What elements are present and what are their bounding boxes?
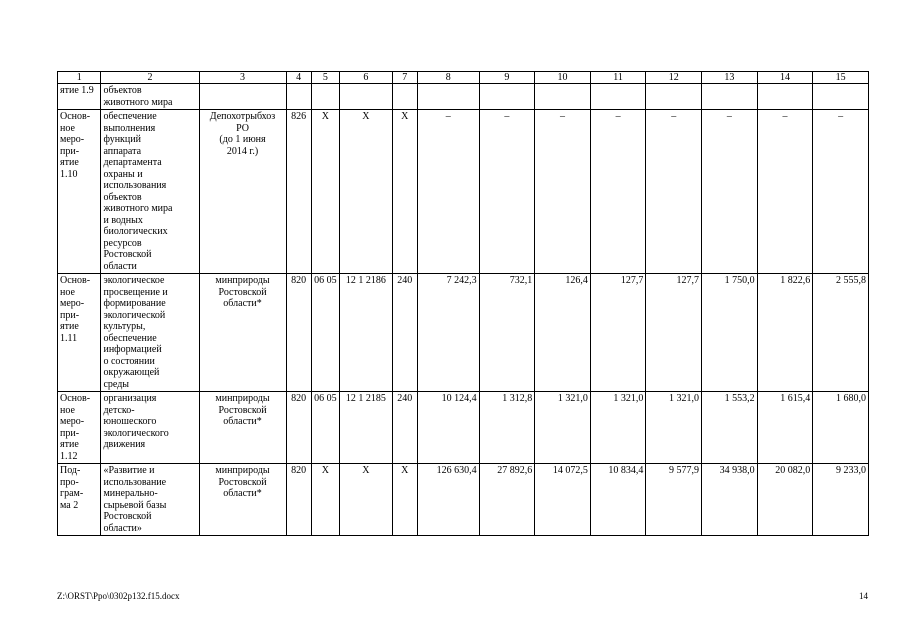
amount-total: 7 242,3 — [417, 274, 479, 392]
executor: минприроды Ростовской области* — [199, 274, 286, 392]
amount-year: 1 553,2 — [702, 392, 758, 464]
grbs-code: 820 — [286, 392, 311, 464]
table-row — [58, 464, 869, 536]
column-header: 15 — [813, 72, 869, 84]
amount-total — [417, 84, 479, 110]
amount-year: 9 233,0 — [813, 464, 869, 536]
column-header: 2 — [101, 72, 199, 84]
grbs-code: 820 — [286, 464, 311, 536]
amount-year: 34 938,0 — [702, 464, 758, 536]
grbs-code: 820 — [286, 274, 311, 392]
table-row — [58, 274, 869, 392]
amount-year: – — [535, 110, 591, 274]
amount-year — [702, 84, 758, 110]
csr-code: Х — [340, 464, 393, 536]
column-header: 14 — [757, 72, 813, 84]
rz-pr-code: Х — [311, 464, 339, 536]
amount-year: 1 822,6 — [757, 274, 813, 392]
amount-year: – — [702, 110, 758, 274]
measure-name: объектов животного мира — [101, 84, 199, 110]
column-header: 9 — [479, 72, 535, 84]
amount-year — [590, 84, 646, 110]
executor: Депохотрыбхоз РО (до 1 июня 2014 г.) — [199, 110, 286, 274]
amount-year: – — [479, 110, 535, 274]
amount-year: 2 555,8 — [813, 274, 869, 392]
amount-year: 1 615,4 — [757, 392, 813, 464]
grbs-code: 826 — [286, 110, 311, 274]
amount-year: 127,7 — [590, 274, 646, 392]
amount-total: 10 124,4 — [417, 392, 479, 464]
amount-year — [479, 84, 535, 110]
amount-year: 1 321,0 — [535, 392, 591, 464]
csr-code: 12 1 2186 — [340, 274, 393, 392]
vr-code: 240 — [392, 392, 417, 464]
amount-year: 14 072,5 — [535, 464, 591, 536]
vr-code: Х — [392, 464, 417, 536]
column-header: 3 — [199, 72, 286, 84]
measure-code: Под- про- грам- ма 2 — [58, 464, 101, 536]
amount-year: 9 577,9 — [646, 464, 702, 536]
measure-code: Основ- ное меро- при- ятие 1.11 — [58, 274, 101, 392]
column-header: 4 — [286, 72, 311, 84]
amount-year: 732,1 — [479, 274, 535, 392]
amount-total: 126 630,4 — [417, 464, 479, 536]
measure-name: обеспечение выполнения функций аппарата департамента охраны и использования объектов животного мира и водных биологических ресурсов Ростовской области — [101, 110, 199, 274]
measure-code: Основ- ное меро- при- ятие 1.12 — [58, 392, 101, 464]
amount-year — [813, 84, 869, 110]
amount-year — [757, 84, 813, 110]
budget-table — [57, 71, 869, 536]
csr-code: 12 1 2185 — [340, 392, 393, 464]
measure-code: Основ- ное меро- при- ятие 1.10 — [58, 110, 101, 274]
rz-pr-code: Х — [311, 110, 339, 274]
grbs-code — [286, 84, 311, 110]
amount-year: 1 312,8 — [479, 392, 535, 464]
rz-pr-code: 06 05 — [311, 274, 339, 392]
amount-year: – — [757, 110, 813, 274]
measure-code: ятие 1.9 — [58, 84, 101, 110]
amount-year: 20 082,0 — [757, 464, 813, 536]
amount-year — [535, 84, 591, 110]
amount-year: 126,4 — [535, 274, 591, 392]
column-header: 6 — [340, 72, 393, 84]
amount-year — [646, 84, 702, 110]
vr-code: Х — [392, 110, 417, 274]
measure-name: «Развитие и использование минерально- сырьевой базы Ростовской области» — [101, 464, 199, 536]
header-row — [58, 72, 869, 84]
vr-code — [392, 84, 417, 110]
table-row — [58, 84, 869, 110]
amount-year: – — [590, 110, 646, 274]
column-header: 8 — [417, 72, 479, 84]
amount-year: 27 892,6 — [479, 464, 535, 536]
amount-year: 127,7 — [646, 274, 702, 392]
column-header: 7 — [392, 72, 417, 84]
column-header: 5 — [311, 72, 339, 84]
column-header: 12 — [646, 72, 702, 84]
column-header: 11 — [590, 72, 646, 84]
amount-year: – — [646, 110, 702, 274]
column-header: 13 — [702, 72, 758, 84]
vr-code: 240 — [392, 274, 417, 392]
page-number: 14 — [859, 591, 868, 601]
executor: минприроды Ростовской области* — [199, 464, 286, 536]
table-row — [58, 110, 869, 274]
amount-year: 1 321,0 — [646, 392, 702, 464]
amount-year: 1 321,0 — [590, 392, 646, 464]
footer-file-path: Z:\ORST\Ppo\0302p132.f15.docx — [57, 591, 180, 601]
table-row — [58, 392, 869, 464]
amount-year: 1 680,0 — [813, 392, 869, 464]
executor — [199, 84, 286, 110]
amount-year: – — [813, 110, 869, 274]
measure-name: экологическое просвещение и формирование экологической культуры, обеспечение информацией о состоянии окружающей среды — [101, 274, 199, 392]
csr-code — [340, 84, 393, 110]
executor: минприроды Ростовской области* — [199, 392, 286, 464]
amount-year: 1 750,0 — [702, 274, 758, 392]
csr-code: Х — [340, 110, 393, 274]
rz-pr-code — [311, 84, 339, 110]
measure-name: организация детско- юношеского экологического движения — [101, 392, 199, 464]
column-header: 1 — [58, 72, 101, 84]
amount-total: – — [417, 110, 479, 274]
amount-year: 10 834,4 — [590, 464, 646, 536]
rz-pr-code: 06 05 — [311, 392, 339, 464]
column-header: 10 — [535, 72, 591, 84]
